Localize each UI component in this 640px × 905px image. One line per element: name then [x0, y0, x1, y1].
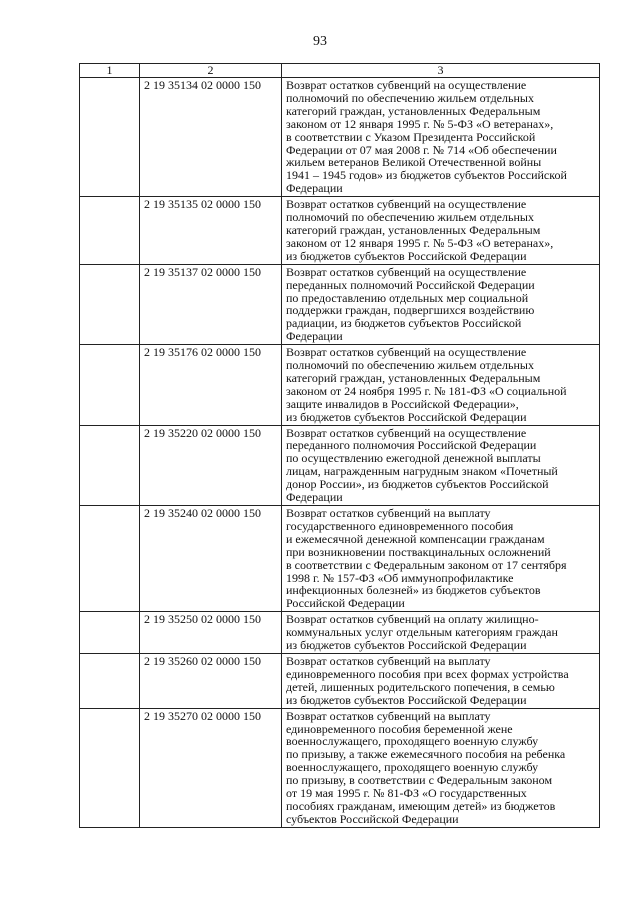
budget-code-cell: 2 19 35240 02 0000 150	[140, 506, 282, 612]
budget-code-cell: 2 19 35137 02 0000 150	[140, 264, 282, 344]
table-row	[80, 425, 600, 505]
description-cell: Возврат остатков субвенций на осуществление полномочий по обеспечению жильем отдельных категорий граждан, установленных Федеральным законом от 12 января 1995 г. № 5-ФЗ «О ветеранах», из бюджетов субъектов Российской Федерации	[282, 197, 600, 265]
table-row	[80, 708, 600, 827]
column-header-3: 3	[282, 64, 600, 78]
column-header-2: 2	[140, 64, 282, 78]
budget-code-cell: 2 19 35270 02 0000 150	[140, 708, 282, 827]
budget-code-cell: 2 19 35176 02 0000 150	[140, 345, 282, 425]
table-row	[80, 345, 600, 425]
budget-classification-table	[79, 63, 600, 828]
description-cell: Возврат остатков субвенций на оплату жилищно- коммунальных услуг отдельным категориям граждан из бюджетов субъектов Российской Федерации	[282, 612, 600, 654]
description-cell: Возврат остатков субвенций на выплату единовременного пособия беременной жене военнослужащего, проходящего военную службу по призыву, а также ежемесячного пособия на ребенка военнослужащего, проходящего военную службу по призыву, в соответствии с Федеральным законом от 19 мая 1995 г. № 81-ФЗ «О государственных пособиях гражданам, имеющим детей» из бюджетов субъектов Российской Федерации	[282, 708, 600, 827]
row-index-cell	[80, 78, 140, 197]
table-row	[80, 197, 600, 265]
row-index-cell	[80, 708, 140, 827]
row-index-cell	[80, 264, 140, 344]
column-header-1: 1	[80, 64, 140, 78]
row-index-cell	[80, 653, 140, 708]
table-row	[80, 264, 600, 344]
row-index-cell	[80, 506, 140, 612]
page-number: 93	[313, 34, 327, 49]
description-cell: Возврат остатков субвенций на выплату государственного единовременного пособия и ежемесячной денежной компенсации гражданам при возникновении поствакцинальных осложнений в соответствии с Федеральным законом от 17 сентября 1998 г. № 157-ФЗ «Об иммунопрофилактике инфекционных болезней» из бюджетов субъектов Российской Федерации	[282, 506, 600, 612]
table-header-row	[80, 64, 600, 78]
budget-code-cell: 2 19 35250 02 0000 150	[140, 612, 282, 654]
description-cell: Возврат остатков субвенций на осуществление переданных полномочий Российской Федерации по предоставлению отдельных мер социальной поддержки граждан, подвергшихся воздействию радиации, из бюджетов субъектов Российской Федерации	[282, 264, 600, 344]
description-cell: Возврат остатков субвенций на осуществление переданного полномочия Российской Федерации по осуществлению ежегодной денежной выплаты лицам, награжденным нагрудным знаком «Почетный донор России», из бюджетов субъектов Российской Федерации	[282, 425, 600, 505]
description-cell: Возврат остатков субвенций на осуществление полномочий по обеспечению жильем отдельных категорий граждан, установленных Федеральным законом от 24 ноября 1995 г. № 181-ФЗ «О социальной защите инвалидов в Российской Федерации», из бюджетов субъектов Российской Федерации	[282, 345, 600, 425]
row-index-cell	[80, 197, 140, 265]
row-index-cell	[80, 612, 140, 654]
budget-code-cell: 2 19 35134 02 0000 150	[140, 78, 282, 197]
budget-code-cell: 2 19 35260 02 0000 150	[140, 653, 282, 708]
table-row	[80, 506, 600, 612]
row-index-cell	[80, 345, 140, 425]
description-cell: Возврат остатков субвенций на осуществление полномочий по обеспечению жильем отдельных категорий граждан, установленных Федеральным законом от 12 января 1995 г. № 5-ФЗ «О ветеранах», в соответствии с Указом Президента Российской Федерации от 07 мая 2008 г. № 714 «Об обеспечении жильем ветеранов Великой Отечественной войны 1941 – 1945 годов» из бюджетов субъектов Российской Федерации	[282, 78, 600, 197]
budget-code-cell: 2 19 35135 02 0000 150	[140, 197, 282, 265]
row-index-cell	[80, 425, 140, 505]
table-row	[80, 612, 600, 654]
table-row	[80, 78, 600, 197]
table-row	[80, 653, 600, 708]
budget-code-cell: 2 19 35220 02 0000 150	[140, 425, 282, 505]
description-cell: Возврат остатков субвенций на выплату единовременного пособия при всех формах устройства детей, лишенных родительского попечения, в семью из бюджетов субъектов Российской Федерации	[282, 653, 600, 708]
